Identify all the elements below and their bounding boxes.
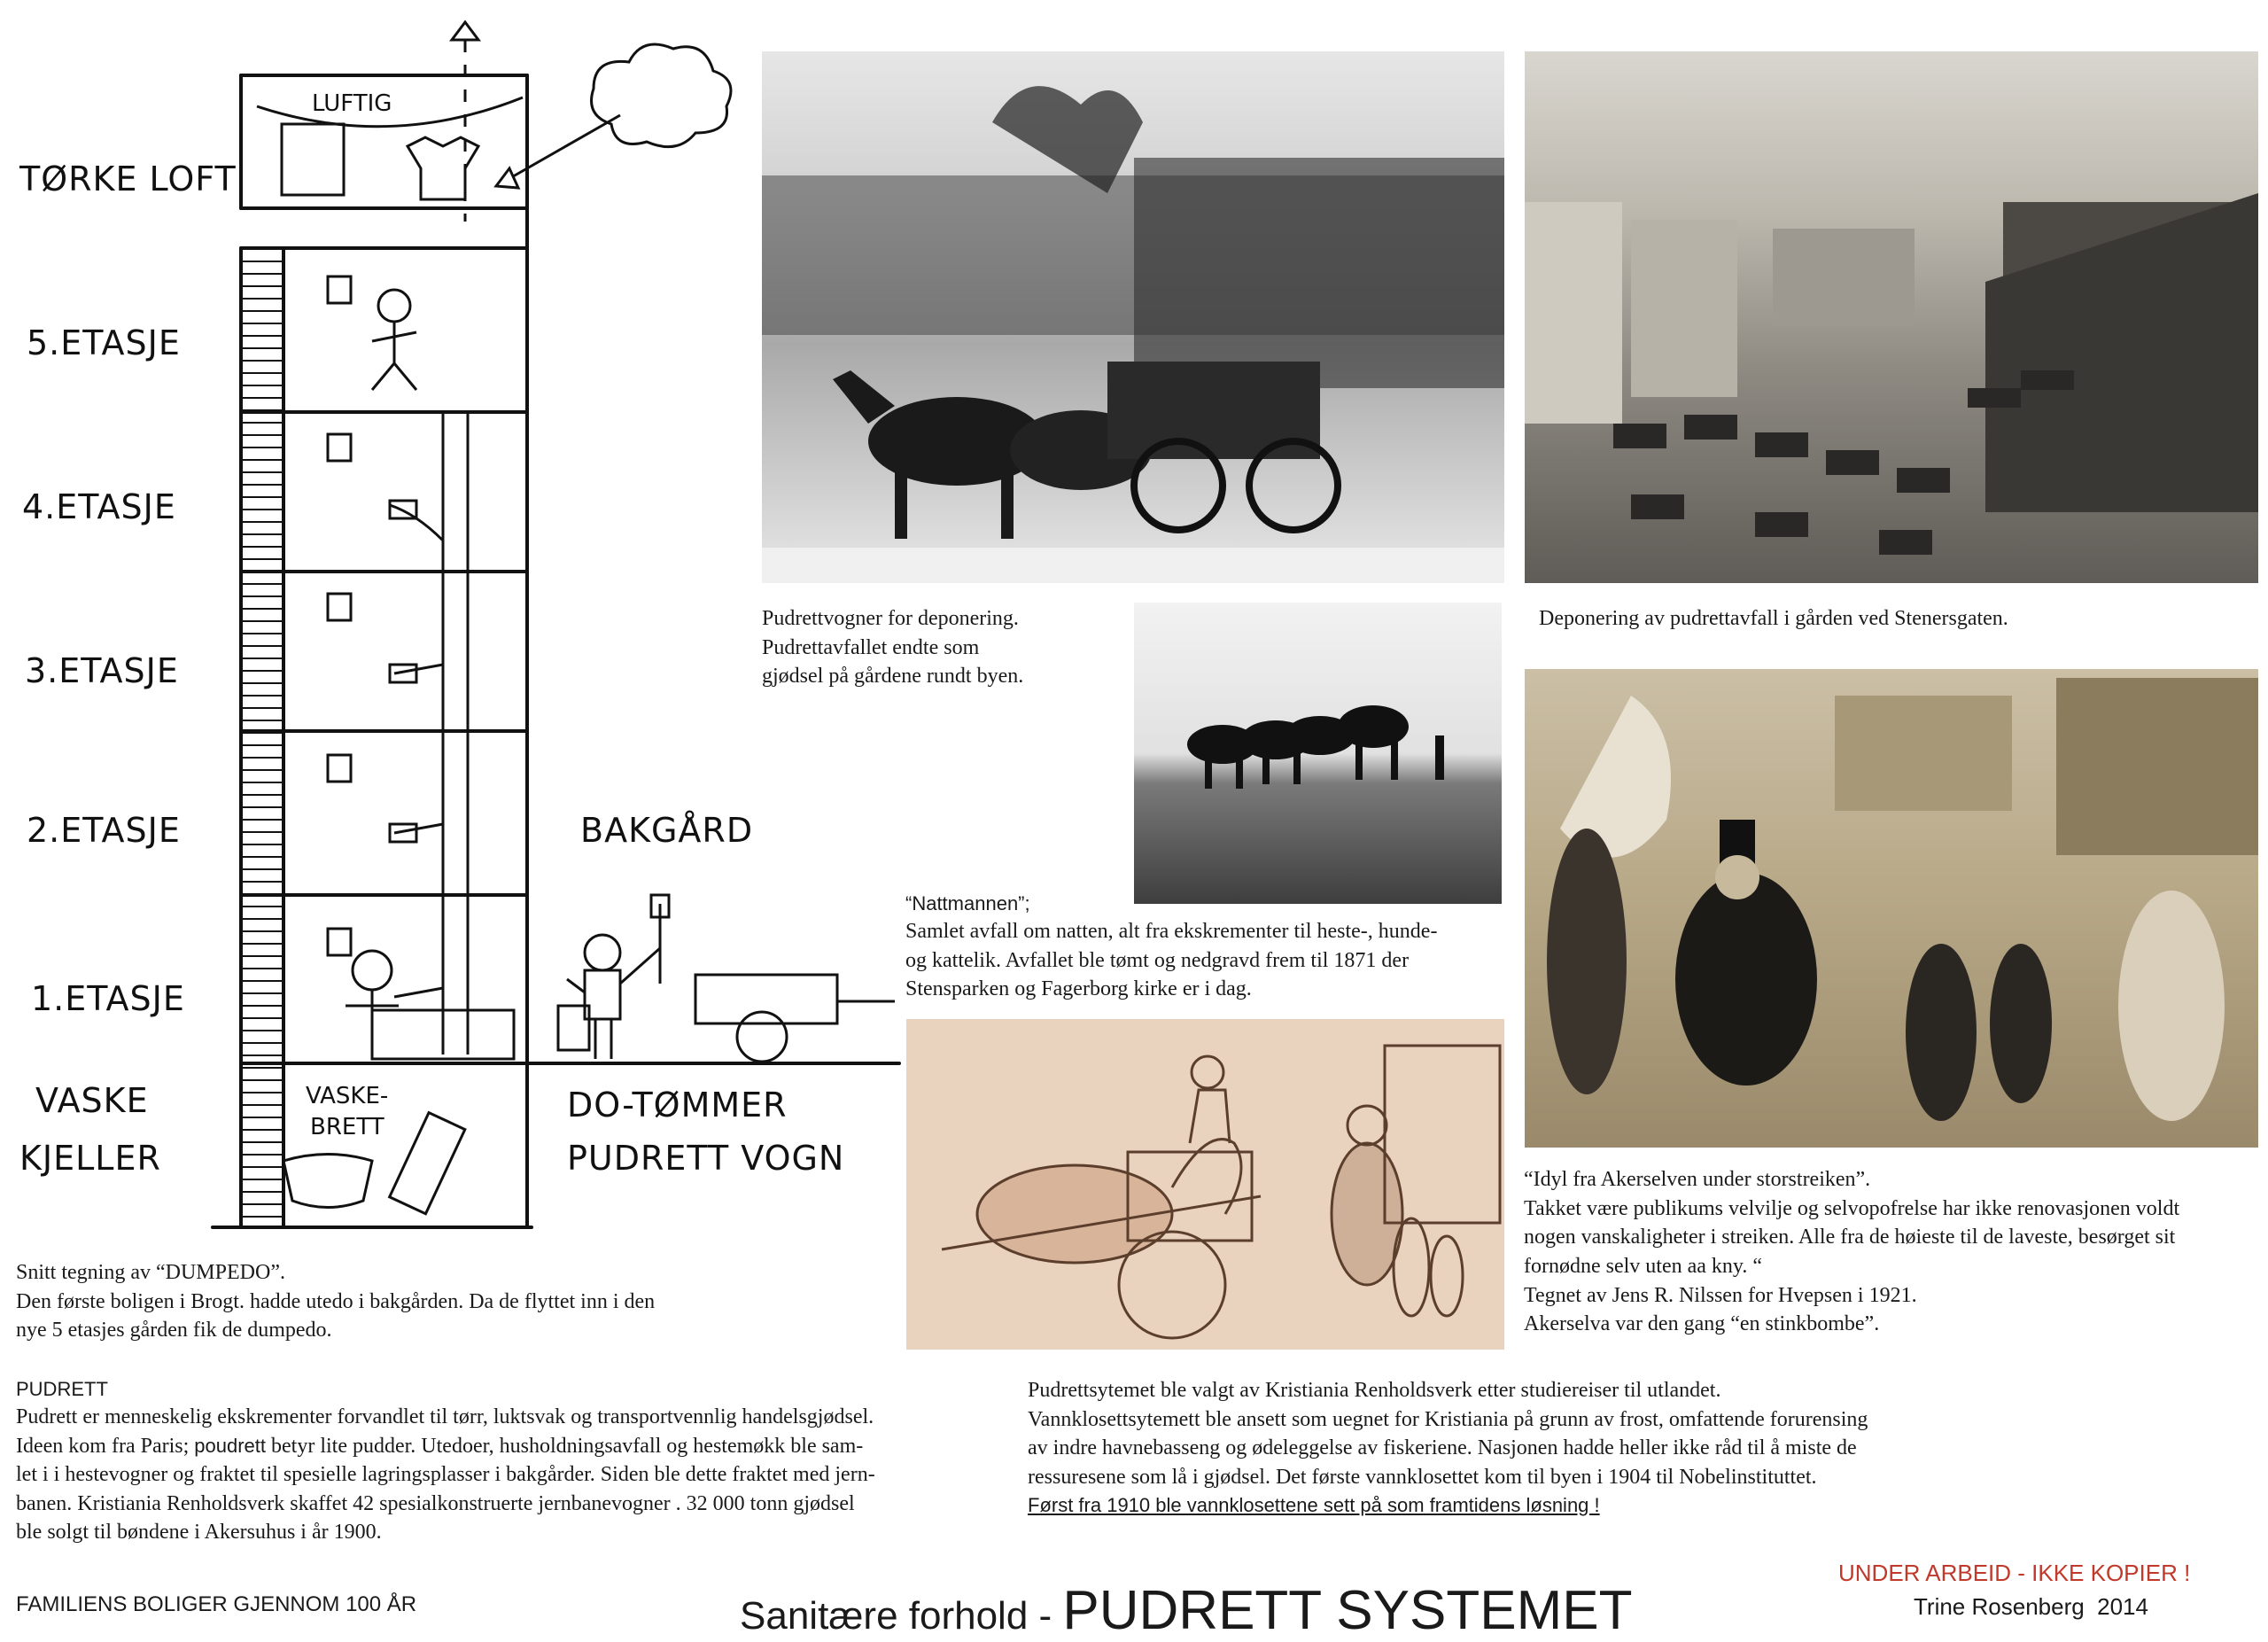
- label-brett: BRETT: [310, 1114, 384, 1140]
- page-title-main: PUDRETT SYSTEMET: [1062, 1580, 1633, 1641]
- pudrett-line-2: [16, 1432, 1017, 1461]
- poudrett-term: poudrett: [194, 1434, 267, 1457]
- label-bakgard: BAKGÅRD: [580, 811, 754, 850]
- caption-line: Tegnet av Jens R. Nilssen for Hvepsen i 1921.: [1524, 1283, 1917, 1307]
- caption-line: Takket være publikums velvilje og selvopofrelse har ikke renovasjonen voldt: [1524, 1196, 2180, 1220]
- pudrett-heading: PUDRETT: [16, 1378, 108, 1400]
- pudrett-text: Ideen kom fra Paris;: [16, 1434, 195, 1458]
- nattmannen-title: “Nattmannen”;: [905, 892, 1030, 914]
- caption-line: og kattelik. Avfallet ble tømt og nedgravd frem til 1871 der: [905, 948, 1410, 972]
- caption-nattmannen: [905, 891, 1508, 1004]
- series-label: FAMILIENS BOLIGER GJENNOM 100 ÅR: [16, 1592, 417, 1616]
- label-etasje-4: 4.ETASJE: [22, 487, 176, 526]
- warning-label: UNDER ARBEID - IKKE KOPIER !: [1838, 1560, 2191, 1586]
- label-etasje-2: 2.ETASJE: [27, 811, 181, 850]
- label-torke-loft: TØRKE LOFT: [19, 160, 237, 198]
- page-title: [740, 1579, 1632, 1642]
- pudrett-text: betyr lite pudder. Utedoer, husholdningsavfall og hestemøkk ble sam-: [266, 1434, 864, 1458]
- pudrett-line: let i i hestevogner og fraktet til spesielle lagringsplasser i bakgårder. Siden ble dette fraktet med jern-: [16, 1463, 875, 1487]
- pudrett-section: [16, 1376, 1017, 1547]
- caption-line: Deponering av pudrettavfall i gården ved Stenersgaten.: [1539, 607, 2008, 630]
- system-line: ressuresene som lå i gjødsel. Det første vannklosettet kom til byen i 1904 til Nobelinstituttet.: [1028, 1465, 1817, 1489]
- system-line: Pudrettsytemet ble valgt av Kristiania Renholdsverk etter studiereiser til utlandet.: [1028, 1379, 1721, 1402]
- photo-stenersgaten-yard: [1525, 51, 2258, 583]
- caption-line: Pudrettavfallet endte som: [762, 635, 980, 659]
- photo-pudrett-wagons: [762, 51, 1504, 583]
- sketch-caption-title: Snitt tegning av “DUMPEDO”.: [16, 1261, 285, 1284]
- system-highlight: Først fra 1910 ble vannklosettene sett på som framtidens løsning !: [1028, 1493, 1600, 1516]
- label-vaske-: VASKE-: [306, 1083, 389, 1109]
- sketch-caption: [16, 1258, 796, 1345]
- caption-line: Pudrettvogner for deponering.: [762, 607, 1019, 630]
- caption-line: nogen vanskaligheter i streiken. Alle fra de høieste til de laveste, besørget sit: [1524, 1226, 2176, 1249]
- photo-nattmannen-drawing: [906, 1019, 1504, 1350]
- sketch-caption-line: Den første boligen i Brogt. hadde utedo i bakgården. Da de flyttet inn i den: [16, 1289, 656, 1313]
- caption-stenersgaten: [1539, 604, 2248, 634]
- pudrett-line: Pudrett er menneskelig ekskrementer forvandlet til tørr, luktsvak og transportvennlig handelsgjødsel.: [16, 1405, 874, 1428]
- system-line: Vannklosettsytemett ble ansett som uegnet for Kristiania på grunn av frost, omfattende forurensing: [1028, 1407, 1868, 1431]
- caption-line: gjødsel på gårdene rundt byen.: [762, 665, 1024, 689]
- system-line: av indre havnebasseng og ødeleggelse av fiskeriene. Nasjonen hadde heller ikke råd til å miste de: [1028, 1436, 1857, 1460]
- sketch-caption-line: nye 5 etasjes gården fik de dumpedo.: [16, 1319, 332, 1342]
- caption-line: fornødne selv uten aa kny. “: [1524, 1254, 1763, 1278]
- label-do-tommer: DO-TØMMER: [567, 1086, 788, 1124]
- caption-line: Stensparken og Fagerborg kirke er i dag.: [905, 977, 1252, 1001]
- pudrett-line: ble solgt til bøndene i Akersuhus i år 1900.: [16, 1521, 382, 1545]
- caption-line: Akerselva var den gang “en stinkbombe”.: [1524, 1312, 1880, 1336]
- pudrett-line: banen. Kristiania Renholdsverk skaffet 42 spesialkonstruerte jernbanevogner . 32 000 tonn gjødsel: [16, 1491, 855, 1515]
- caption-akerselven: [1524, 1165, 2259, 1339]
- label-pudrett-vogn: PUDRETT VOGN: [567, 1139, 845, 1178]
- label-etasje-1: 1.ETASJE: [31, 979, 185, 1018]
- system-section: [1028, 1376, 2047, 1518]
- label-etasje-5: 5.ETASJE: [27, 323, 181, 362]
- label-luftig: LUFTIG: [312, 90, 392, 117]
- photo-akerselven-illustration: [1525, 669, 2258, 1148]
- photo-horses-field: [1134, 603, 1502, 904]
- page-title-prefix: Sanitære forhold -: [740, 1594, 1063, 1638]
- author-label: Trine Rosenberg 2014: [1914, 1593, 2148, 1620]
- label-vaske: VASKE: [35, 1081, 149, 1120]
- caption-line: “Idyl fra Akerselven under storstreiken”.: [1524, 1168, 1871, 1191]
- label-kjeller: KJELLER: [19, 1139, 161, 1178]
- caption-line: Samlet avfall om natten, alt fra ekskrementer til heste-, hunde-: [905, 919, 1438, 943]
- label-etasje-3: 3.ETASJE: [25, 651, 179, 690]
- caption-wagons: [762, 604, 1116, 691]
